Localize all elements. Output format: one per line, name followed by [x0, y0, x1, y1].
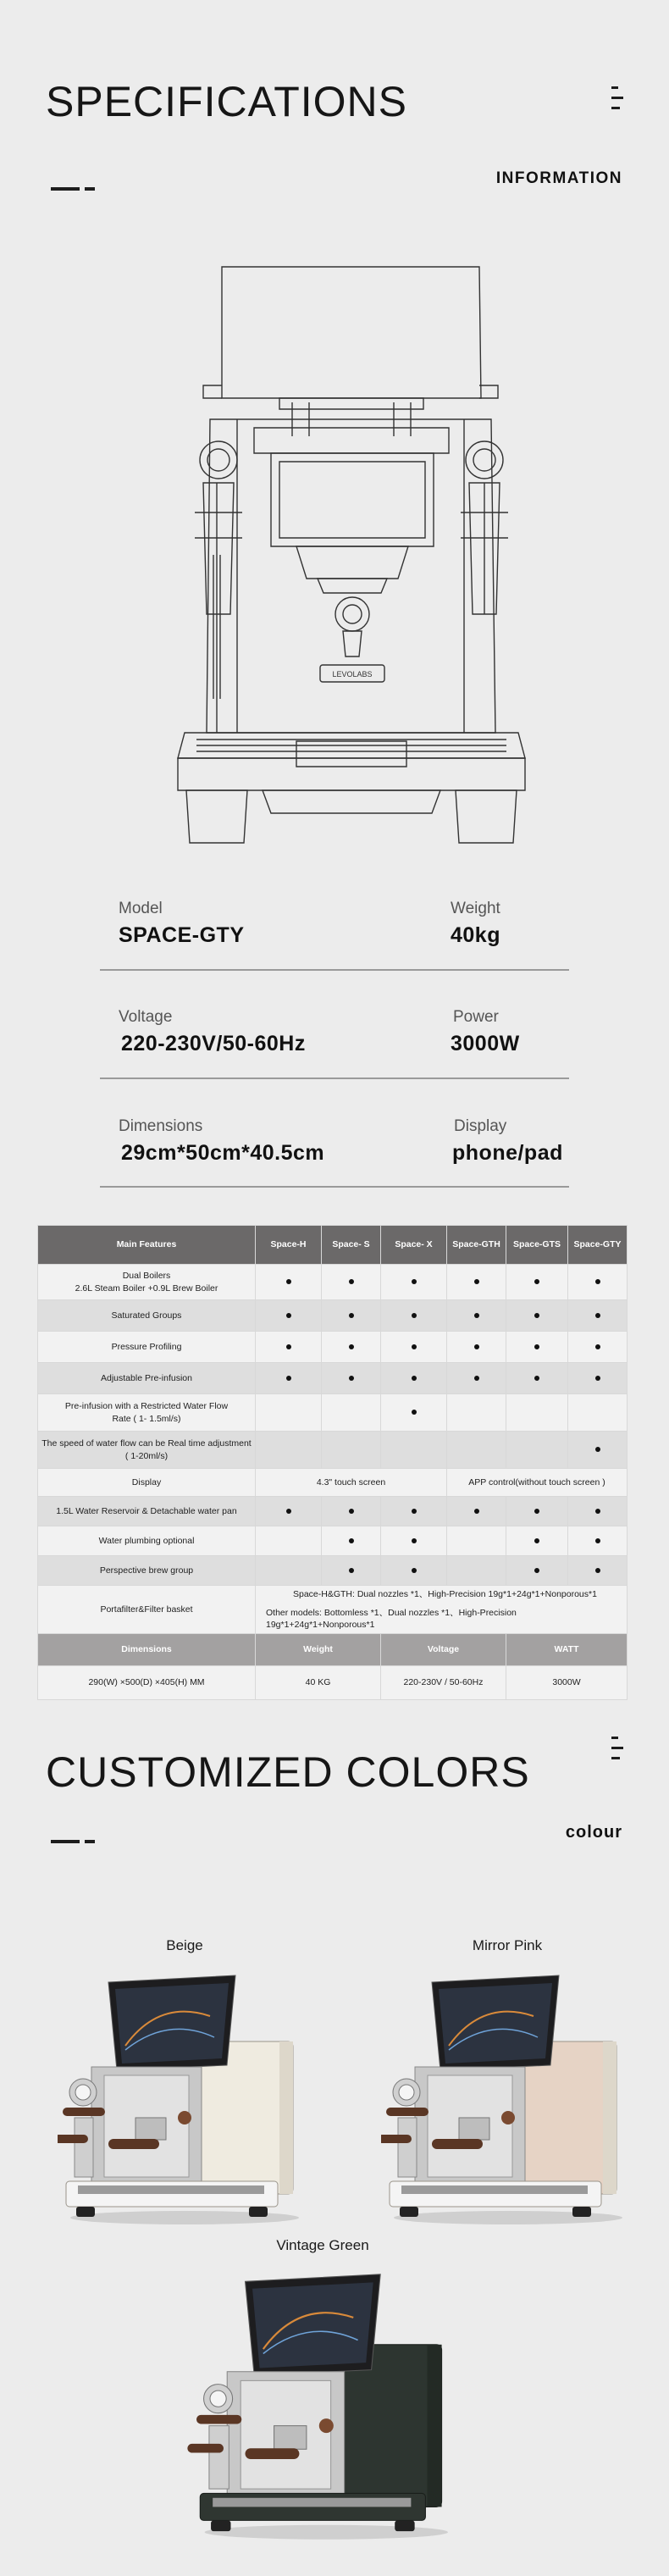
feature-cell: [38, 1265, 256, 1300]
voltage-label: Voltage: [119, 1008, 173, 1026]
mirror-pink-machine-image: [381, 1965, 627, 2228]
menu-lines-icon[interactable]: [611, 1737, 623, 1767]
feature-cell: Adjustable Pre-infusion: [38, 1363, 256, 1394]
check-dot-icon: [474, 1313, 479, 1318]
check-dot-icon: [412, 1313, 417, 1318]
table-row: [38, 1394, 628, 1432]
table-header: Main Features: [38, 1226, 256, 1265]
table-row: [38, 1363, 628, 1394]
touch-screen-cell: 4.3" touch screen: [256, 1469, 447, 1497]
table-header: Space-H: [256, 1226, 322, 1265]
beige-machine-image: [58, 1965, 303, 2228]
table-header: Space-GTY: [568, 1226, 628, 1265]
app-control-cell: APP control(without touch screen ): [447, 1469, 628, 1497]
dimensions-value: 29cm*50cm*40.5cm: [121, 1141, 325, 1165]
table-row: [38, 1497, 628, 1526]
check-dot-icon: [595, 1568, 600, 1573]
feature-text: Rate ( 1- 1.5ml/s): [112, 1413, 181, 1424]
svg-text:LEVOLABS: LEVOLABS: [332, 670, 373, 679]
feature-cell: [38, 1394, 256, 1432]
check-dot-icon: [412, 1538, 417, 1543]
weight-cell: 40 KG: [256, 1666, 381, 1700]
table-row: [38, 1300, 628, 1332]
table-row: [38, 1432, 628, 1469]
dimensions-label: Dimensions: [119, 1117, 203, 1135]
table-row: [38, 1666, 628, 1700]
check-dot-icon: [412, 1410, 417, 1415]
table-row: [38, 1332, 628, 1363]
portafilter-text: Space-H&GTH: Dual nozzles *1、High-Precision 19g*1+24g*1+Nonporous*1: [293, 1588, 597, 1599]
feature-cell: Pressure Profiling: [38, 1332, 256, 1363]
feature-cell: Water plumbing optional: [38, 1526, 256, 1556]
colour-subtitle: colour: [565, 1823, 622, 1842]
feature-cell: 1.5L Water Reservoir & Detachable water pan: [38, 1497, 256, 1526]
voltage-cell: 220-230V / 50-60Hz: [381, 1666, 506, 1700]
vintage-green-machine-image: [186, 2263, 457, 2543]
check-dot-icon: [534, 1509, 539, 1514]
display-label: Display: [454, 1117, 507, 1135]
table-row: [38, 1526, 628, 1556]
table-header: Space-GTS: [506, 1226, 568, 1265]
weight-label: Weight: [451, 900, 500, 917]
watt-cell: 3000W: [506, 1666, 628, 1700]
check-dot-icon: [534, 1279, 539, 1284]
check-dot-icon: [534, 1568, 539, 1573]
weight-value: 40kg: [451, 923, 500, 947]
check-dot-icon: [349, 1509, 354, 1514]
check-dot-icon: [286, 1313, 291, 1318]
check-dot-icon: [595, 1509, 600, 1514]
table-header: Space- S: [322, 1226, 381, 1265]
dimensions-cell: 290(W) ×500(D) ×405(H) MM: [38, 1666, 256, 1700]
feature-text: Pre-infusion with a Restricted Water Flow: [64, 1401, 229, 1412]
information-subtitle: INFORMATION: [495, 169, 622, 187]
check-dot-icon: [474, 1279, 479, 1284]
color-name-vintage-green: Vintage Green: [276, 2237, 369, 2253]
dimensions-header-row: [38, 1634, 628, 1666]
feature-cell: Perspective brew group: [38, 1556, 256, 1586]
table-row: [38, 1586, 628, 1634]
table-header: Dimensions: [38, 1634, 256, 1666]
table-header: Space-GTH: [447, 1226, 506, 1265]
table-header: WATT: [506, 1634, 628, 1666]
check-dot-icon: [534, 1344, 539, 1349]
check-dot-icon: [595, 1279, 600, 1284]
check-dot-icon: [534, 1376, 539, 1381]
check-dot-icon: [286, 1279, 291, 1284]
feature-cell: Portafilter&Filter basket: [38, 1586, 256, 1634]
feature-text: ( 1-20ml/s): [124, 1450, 169, 1461]
check-dot-icon: [474, 1376, 479, 1381]
model-value: SPACE-GTY: [119, 923, 245, 947]
menu-lines-icon[interactable]: [611, 86, 623, 117]
check-dot-icon: [286, 1344, 291, 1349]
dash-decoration-icon: [51, 181, 95, 197]
dash-decoration-icon: [51, 1834, 95, 1849]
check-dot-icon: [595, 1376, 600, 1381]
check-dot-icon: [412, 1376, 417, 1381]
feature-cell: Saturated Groups: [38, 1300, 256, 1332]
table-header-row: [38, 1226, 628, 1265]
feature-cell: Display: [38, 1469, 256, 1497]
table-header: Space- X: [381, 1226, 447, 1265]
table-header: Voltage: [381, 1634, 506, 1666]
power-label: Power: [453, 1008, 499, 1026]
check-dot-icon: [534, 1538, 539, 1543]
check-dot-icon: [412, 1279, 417, 1284]
colors-title: CUSTOMIZED COLORS: [46, 1748, 530, 1796]
check-dot-icon: [412, 1509, 417, 1514]
table-row: [38, 1469, 628, 1497]
voltage-value: 220-230V/50-60Hz: [121, 1032, 306, 1055]
color-name-mirror-pink: Mirror Pink: [472, 1937, 543, 1953]
feature-text: Dual Boilers: [122, 1271, 171, 1282]
check-dot-icon: [286, 1509, 291, 1514]
table-row: [38, 1265, 628, 1300]
check-dot-icon: [349, 1344, 354, 1349]
check-dot-icon: [595, 1344, 600, 1349]
power-value: 3000W: [451, 1032, 520, 1055]
divider: [100, 1077, 569, 1079]
check-dot-icon: [474, 1344, 479, 1349]
divider: [100, 1186, 569, 1188]
check-dot-icon: [534, 1313, 539, 1318]
check-dot-icon: [349, 1313, 354, 1318]
check-dot-icon: [349, 1568, 354, 1573]
check-dot-icon: [349, 1538, 354, 1543]
check-dot-icon: [474, 1509, 479, 1514]
check-dot-icon: [595, 1313, 600, 1318]
specifications-title: SPECIFICATIONS: [46, 78, 408, 125]
feature-text: The speed of water flow can be Real time adjustment: [41, 1438, 252, 1449]
check-dot-icon: [412, 1344, 417, 1349]
feature-cell: [38, 1432, 256, 1469]
check-dot-icon: [349, 1279, 354, 1284]
check-dot-icon: [595, 1538, 600, 1543]
features-table: [37, 1225, 628, 1700]
table-header: Weight: [256, 1634, 381, 1666]
portafilter-cell: [256, 1586, 628, 1634]
divider: [100, 969, 569, 971]
color-name-beige: Beige: [166, 1937, 203, 1953]
model-label: Model: [119, 900, 163, 917]
portafilter-text: Other models: Bottomless *1、Dual nozzles *1、High-Precision 19g*1+24g*1+Nonporous*1: [266, 1607, 517, 1631]
check-dot-icon: [286, 1376, 291, 1381]
check-dot-icon: [349, 1376, 354, 1381]
display-value: phone/pad: [452, 1141, 563, 1165]
check-dot-icon: [412, 1568, 417, 1573]
espresso-machine-line-drawing: [169, 258, 534, 860]
feature-text: 2.6L Steam Boiler +0.9L Brew Boiler: [75, 1282, 218, 1294]
check-dot-icon: [595, 1447, 600, 1452]
table-row: [38, 1556, 628, 1586]
